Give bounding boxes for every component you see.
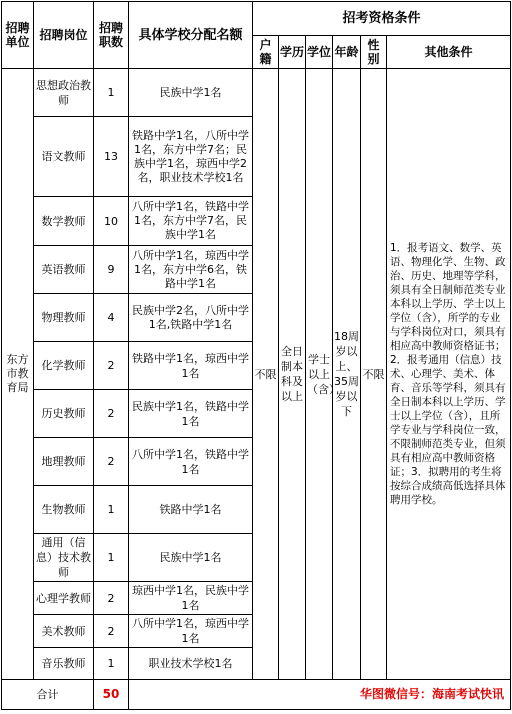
post-cell: 美术教师 (34, 615, 94, 648)
count-cell: 1 (94, 69, 129, 117)
header-nianling: 年龄 (333, 36, 361, 69)
count-cell: 1 (94, 648, 129, 680)
schools-cell: 民族中学1名 (129, 69, 253, 117)
count-cell: 2 (94, 342, 129, 390)
schools-cell: 铁路中学1名 (129, 486, 253, 534)
post-cell: 数学教师 (34, 197, 94, 246)
schools-cell: 职业技术学校1名 (129, 648, 253, 680)
post-cell: 心理学教师 (34, 582, 94, 615)
count-cell: 1 (94, 534, 129, 582)
xingbie-cell: 不限 (361, 69, 387, 680)
schools-cell: 八所中学1名，铁路中学1名 (129, 438, 253, 486)
count-cell: 2 (94, 615, 129, 648)
header-xingbie: 性别 (361, 36, 387, 69)
header-qita: 其他条件 (387, 36, 511, 69)
header-huji: 户籍 (253, 36, 279, 69)
huji-cell: 不限 (253, 69, 279, 680)
count-cell: 2 (94, 390, 129, 438)
footer-note: 华图微信号：海南考试快讯 (253, 680, 511, 710)
xuewei-cell: 学士以上（含） (306, 69, 333, 680)
table-row (2, 69, 511, 117)
schools-cell: 民族中学1名 (129, 534, 253, 582)
total-row (2, 680, 511, 710)
post-cell: 英语教师 (34, 246, 94, 294)
post-cell: 生物教师 (34, 486, 94, 534)
schools-cell: 八所中学1名，琼西中学1名 (129, 615, 253, 648)
unit-cell: 东方市教育局 (2, 69, 34, 680)
schools-cell: 八所中学1名，铁路中学1名，东方中学7名，民族中学1名 (129, 197, 253, 246)
count-cell: 9 (94, 246, 129, 294)
post-cell: 地理教师 (34, 438, 94, 486)
total-value: 50 (94, 680, 129, 710)
schools-cell: 民族中学2名，八所中学1名,铁路中学1名 (129, 294, 253, 342)
count-cell: 2 (94, 582, 129, 615)
count-cell: 2 (94, 438, 129, 486)
schools-cell: 铁路中学1名，琼西中学1名 (129, 342, 253, 390)
post-cell: 思想政治教师 (34, 69, 94, 117)
header-conditions: 招考资格条件 (253, 2, 511, 36)
header-xuewei: 学位 (306, 36, 333, 69)
schools-cell: 琼西中学1名，民族中学1名 (129, 582, 253, 615)
post-cell: 音乐教师 (34, 648, 94, 680)
qita-cell: 1．报考语文、数学、英语、物理化学、生物、政治、历史、地理等学科，须具有全日制师范类专业本科以上学历、学士以上学位（含），所学的专业与学科岗位对口，须具有相应高中教师资格证书；2．报考通用（信息）技术、心理学、美术、体育、音乐等学科，须具有全日制本科以上学历、学士以上学位（含），且所学专业与学科岗位一致，不限制师范类专业，但须具有相应高中教师资格证；3．拟聘用的考生将按综合成绩高低选择具体聘用学校。 (387, 69, 511, 680)
post-cell: 语文教师 (34, 117, 94, 197)
header-row-1 (2, 2, 511, 36)
schools-cell: 八所中学1名，琼西中学1名，东方中学6名，铁路中学1名 (129, 246, 253, 294)
count-cell: 4 (94, 294, 129, 342)
total-spacer (129, 680, 253, 710)
post-cell: 物理教师 (34, 294, 94, 342)
header-unit: 招聘单位 (2, 2, 34, 69)
header-post: 招聘岗位 (34, 2, 94, 69)
total-label: 合计 (2, 680, 94, 710)
header-xueli: 学历 (279, 36, 306, 69)
xueli-cell: 全日制本科及以上 (279, 69, 306, 680)
post-cell: 化学教师 (34, 342, 94, 390)
nianling-cell: 18周岁以上、35周岁以下 (333, 69, 361, 680)
schools-cell: 铁路中学1名，八所中学1名，东方中学7名；民族中学1名，琼西中学2名，职业技术学校1名 (129, 117, 253, 197)
schools-cell: 民族中学1名，铁路中学1名 (129, 390, 253, 438)
count-cell: 1 (94, 486, 129, 534)
post-cell: 通用（信息）技术教师 (34, 534, 94, 582)
header-count: 招聘职数 (94, 2, 129, 69)
post-cell: 历史教师 (34, 390, 94, 438)
count-cell: 10 (94, 197, 129, 246)
recruitment-table (1, 1, 511, 710)
count-cell: 13 (94, 117, 129, 197)
header-schools: 具体学校分配名额 (129, 2, 253, 69)
